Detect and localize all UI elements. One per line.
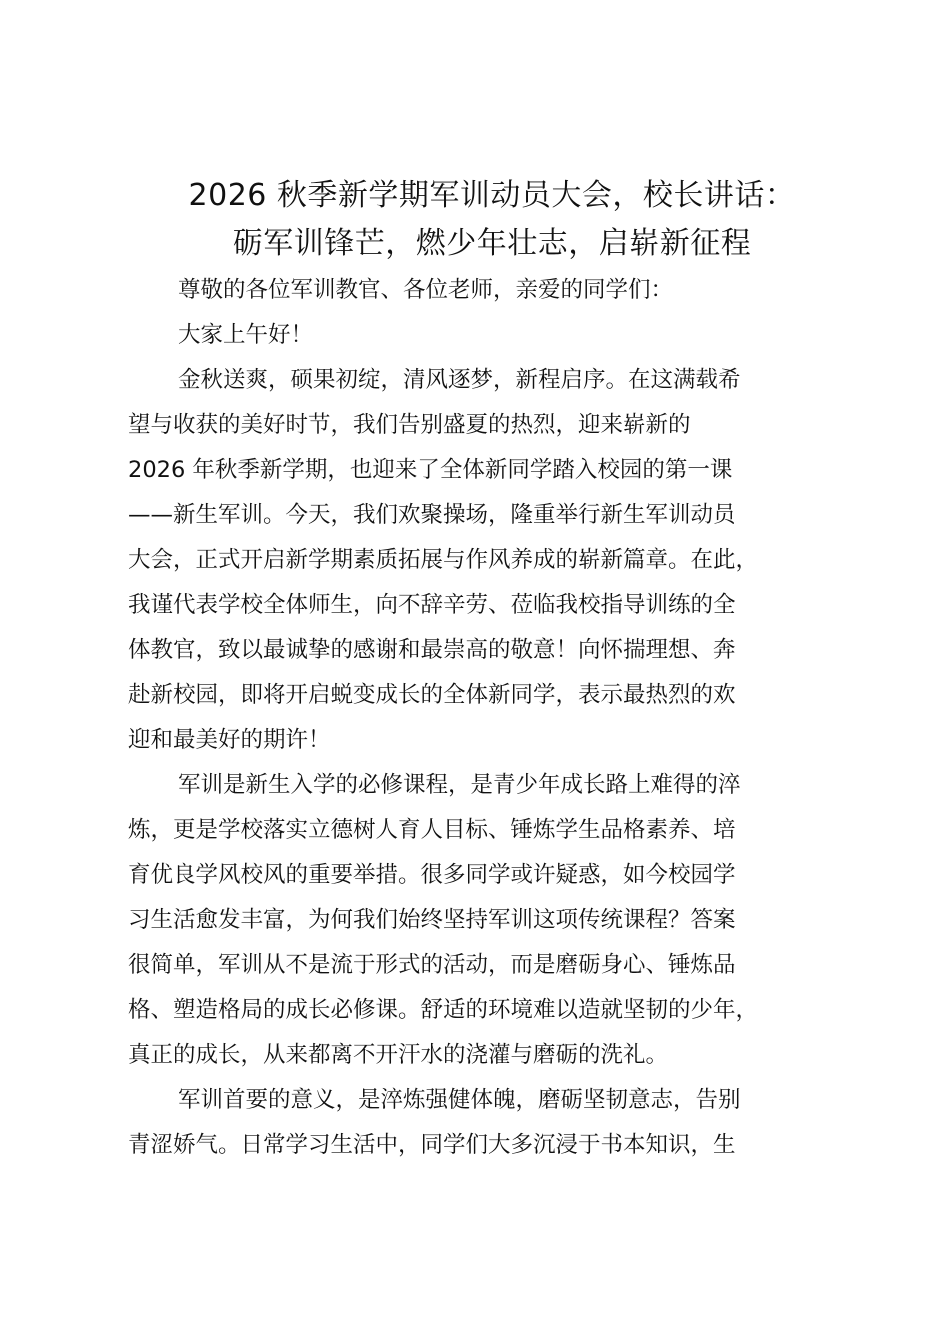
salutation — [128, 268, 856, 313]
title-line-2: 砺军训锋芒，燃少年壮志，启崭新征程 — [232, 226, 752, 261]
paragraph-1 — [128, 358, 856, 763]
document-title — [128, 172, 856, 268]
paragraph-2 — [128, 763, 856, 1078]
paragraph-line: 真正的成长，从来都离不开汗水的浇灌与磨砺的洗礼。 — [128, 1042, 669, 1068]
paragraph-line: 习生活愈发丰富，为何我们始终坚持军训这项传统课程？答案 — [128, 907, 736, 933]
paragraph-line: 赴新校园，即将开启蜕变成长的全体新同学，表示最热烈的欢 — [128, 682, 736, 708]
document-page — [128, 172, 856, 1168]
salutation-text: 尊敬的各位军训教官、各位老师，亲爱的同学们： — [178, 277, 674, 303]
paragraph-line: 炼，更是学校落实立德树人育人目标、锤炼学生品格素养、培 — [128, 817, 736, 843]
paragraph-line: 军训是新生入学的必修课程，是青少年成长路上难得的淬 — [178, 772, 741, 798]
greeting — [128, 313, 856, 358]
paragraph-line: 很简单，军训从不是流于形式的活动，而是磨砺身心、锤炼品 — [128, 952, 736, 978]
paragraph-line: 我谨代表学校全体师生，向不辞辛劳、莅临我校指导训练的全 — [128, 592, 736, 618]
paragraph-line: 军训首要的意义，是淬炼强健体魄，磨砺坚韧意志，告别 — [178, 1087, 741, 1113]
paragraph-3 — [128, 1078, 856, 1168]
paragraph-line: 望与收获的美好时节，我们告别盛夏的热烈，迎来崭新的 — [128, 412, 691, 438]
paragraph-line: ——新生军训。今天，我们欢聚操场，隆重举行新生军训动员 — [128, 502, 736, 528]
paragraph-line: 大会，正式开启新学期素质拓展与作风养成的崭新篇章。在此， — [128, 547, 759, 573]
paragraph-line: 金秋送爽，硕果初绽，清风逐梦，新程启序。在这满载希 — [178, 367, 741, 393]
paragraph-line: 青涩娇气。日常学习生活中，同学们大多沉浸于书本知识，生 — [128, 1132, 736, 1158]
paragraph-line: 迎和最美好的期许！ — [128, 727, 331, 753]
greeting-text: 大家上午好！ — [178, 322, 314, 348]
paragraph-line: 格、塑造格局的成长必修课。舒适的环境难以造就坚韧的少年， — [128, 997, 759, 1023]
paragraph-line: 2026 年秋季新学期，也迎来了全体新同学踏入校园的第一课 — [128, 457, 733, 483]
paragraph-line: 育优良学风校风的重要举措。很多同学或许疑惑，如今校园学 — [128, 862, 736, 888]
paragraph-line: 体教官，致以最诚挚的感谢和最崇高的敬意！向怀揣理想、奔 — [128, 637, 736, 663]
title-line-1: 2026 秋季新学期军训动员大会，校长讲话： — [188, 178, 796, 213]
